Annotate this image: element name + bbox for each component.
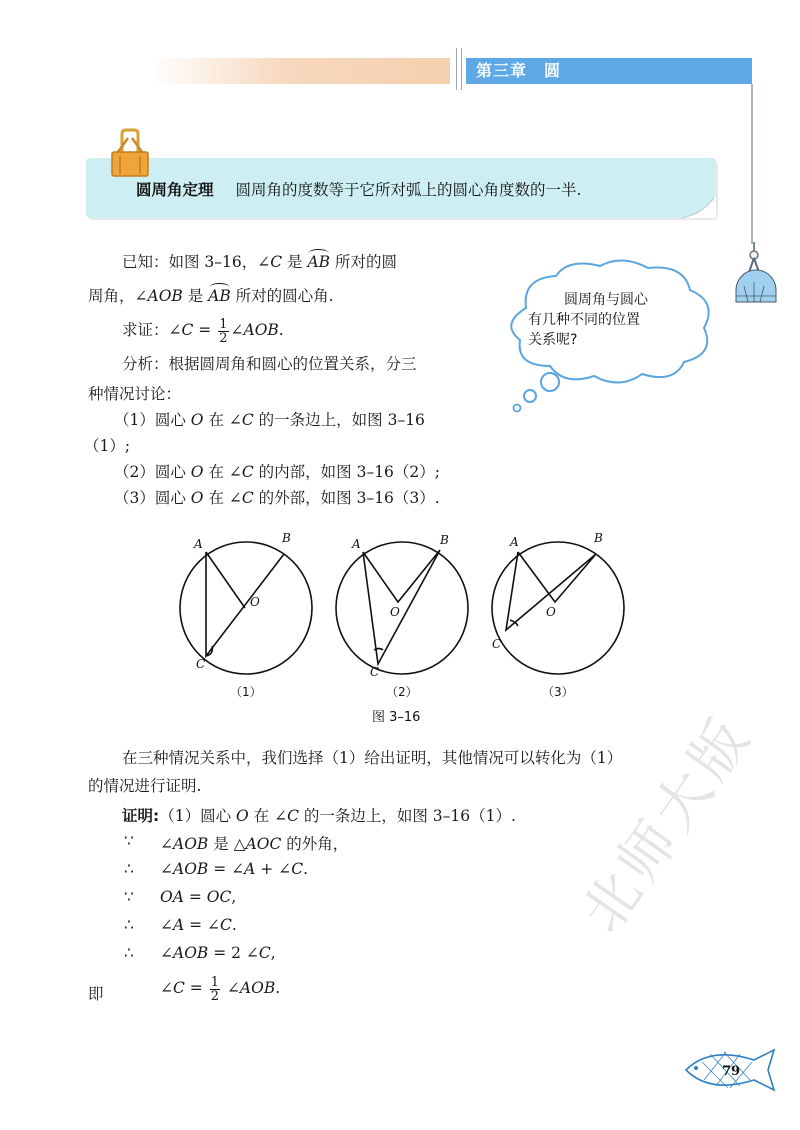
text: 在 ∠: [203, 489, 242, 507]
analysis-line-2: 种情况讨论：: [88, 385, 182, 403]
figure-3-16: [170, 526, 640, 706]
sub-caption-1: （1）: [230, 685, 262, 699]
var: C: [220, 916, 232, 934]
numerator: 1: [210, 974, 219, 990]
text: 所对的圆: [330, 253, 398, 271]
var: AOC: [245, 835, 282, 853]
text: =: [183, 888, 207, 906]
watermark: 北师大版: [569, 703, 766, 945]
circle-1: [180, 542, 312, 674]
header-divider: [461, 48, 462, 90]
var: A: [173, 916, 185, 934]
text: = 2 ∠: [208, 944, 259, 962]
var: C: [181, 321, 194, 339]
page-number: 79: [722, 1064, 741, 1079]
header-decoration: [150, 58, 450, 84]
theorem-title: 圆周角定理: [136, 181, 214, 199]
var: C: [270, 253, 283, 271]
label-c-3: C: [492, 637, 502, 651]
text: 求证：∠: [122, 321, 182, 339]
chapter-title: 第三章 圆: [466, 58, 752, 84]
var: C: [173, 979, 185, 997]
var: C: [258, 944, 271, 962]
arc-ab: AB: [208, 287, 231, 305]
var: AOB: [173, 835, 209, 853]
text: .: [278, 321, 284, 339]
var: AOB: [243, 321, 279, 339]
text: ∠: [160, 944, 173, 962]
label-c-1: C: [196, 657, 206, 671]
cloud-line: 有几种不同的位置: [528, 312, 640, 328]
cloud-text: [528, 290, 648, 350]
denominator: 2: [210, 988, 219, 1004]
because-symbol: ∵: [124, 832, 134, 850]
proof-line-2: [160, 860, 308, 878]
text: 是: [182, 287, 209, 305]
text: 周角，∠: [88, 287, 148, 305]
fraction-half: [218, 318, 228, 345]
text: 的一条边上，如图 3–16（1）.: [298, 807, 516, 825]
var: OC: [206, 888, 232, 906]
var: O: [190, 489, 204, 507]
label-a-1: A: [194, 537, 203, 551]
text: 的一条边上，如图 3–16: [253, 411, 425, 429]
proof-line-5: [160, 944, 276, 962]
because-symbol: ∵: [124, 888, 134, 906]
given-line-1: [122, 250, 397, 272]
circle-3: [492, 542, 624, 674]
proof-intro-2: 的情况进行证明.: [88, 777, 202, 795]
analysis-line-1: 分析：根据圆周角和圆心的位置关系，分三: [122, 355, 417, 373]
text: = ∠: [208, 860, 245, 878]
text: ,: [270, 944, 276, 962]
proof-line-0: [122, 804, 516, 826]
text: 在 ∠: [203, 463, 242, 481]
proof-line-6: [160, 970, 280, 1006]
label-b-2: B: [440, 533, 449, 547]
theorem-statement: [136, 178, 581, 200]
text: 是: [282, 253, 308, 271]
var: AOB: [239, 979, 276, 997]
figure-caption: 图 3–16: [372, 710, 421, 725]
proof-line-4: [160, 916, 237, 934]
text: （3）圆心: [114, 489, 191, 507]
text: 所对的圆心角.: [230, 287, 334, 305]
var: AOB: [147, 287, 183, 305]
text: =: [193, 321, 217, 339]
case-2: [114, 460, 440, 482]
text: 是 △: [208, 835, 246, 853]
proof-line-3: [160, 888, 236, 906]
circle-2-angle: [374, 649, 383, 651]
var: C: [241, 463, 254, 481]
denominator: 2: [219, 330, 228, 346]
var: C: [241, 489, 254, 507]
text: ,: [231, 888, 237, 906]
proof-line-1: [160, 832, 348, 854]
text: ∠: [160, 979, 173, 997]
text: 的外角，: [281, 835, 349, 853]
compass-icon: [728, 240, 784, 310]
text: （1）圆心: [114, 411, 191, 429]
given-line-2: [88, 284, 334, 306]
text: （2）圆心: [114, 463, 191, 481]
text: （1）圆心: [159, 807, 236, 825]
var: C: [287, 807, 299, 825]
label-c-2: C: [370, 665, 380, 679]
circle-2-lines: [363, 550, 440, 664]
cloud-line: 关系呢?: [528, 332, 578, 348]
fraction-half: [210, 976, 220, 1003]
var: O: [236, 807, 249, 825]
ji-label: 即: [88, 985, 104, 1003]
label-o-2: O: [390, 605, 400, 619]
var: AOB: [173, 944, 209, 962]
text: + ∠: [255, 860, 292, 878]
label-o-1: O: [250, 595, 260, 609]
text: 已知：如图 3–16，∠: [122, 253, 271, 271]
binder-clip-icon: [108, 128, 152, 180]
var: C: [291, 860, 304, 878]
numerator: 1: [219, 316, 228, 332]
text: 在 ∠: [203, 411, 242, 429]
text: .: [303, 860, 308, 878]
page-curl: [680, 196, 720, 220]
var: C: [241, 411, 254, 429]
margin-line: [751, 84, 753, 244]
label-o-3: O: [546, 605, 556, 619]
var: O: [190, 463, 204, 481]
sub-caption-3: （3）: [542, 685, 574, 699]
arc-ab: AB: [307, 253, 331, 271]
prove-line: [122, 312, 284, 348]
text: ∠: [160, 835, 173, 853]
text: ∠: [222, 979, 240, 997]
circle-1-lines: [206, 552, 284, 656]
case-1-cont: （1）;: [84, 437, 131, 455]
text: ∠: [160, 916, 173, 934]
proof-intro-1: 在三种情况关系中，我们选择（1）给出证明，其他情况可以转化为（1）: [122, 749, 623, 767]
circle-2: [336, 542, 468, 674]
var: AOB: [173, 860, 209, 878]
var: A: [244, 860, 256, 878]
sub-caption-2: （2）: [386, 685, 418, 699]
case-3: [114, 486, 440, 508]
text: =: [184, 979, 208, 997]
text: ∠: [230, 321, 244, 339]
theorem-body: 圆周角的度数等于它所对弧上的圆心角度数的一半.: [235, 181, 582, 199]
text: .: [275, 979, 281, 997]
therefore-symbol: ∴: [124, 944, 134, 962]
label-a-3: A: [510, 535, 519, 549]
case-1: [114, 408, 425, 430]
label-b-1: B: [282, 531, 291, 545]
text: 的外部，如图 3–16（3）.: [253, 489, 440, 507]
therefore-symbol: ∴: [124, 860, 134, 878]
label-a-2: A: [352, 537, 361, 551]
text: ∠: [160, 860, 173, 878]
header-divider: [456, 48, 457, 90]
proof-label: 证明:: [122, 807, 160, 825]
text: .: [231, 916, 237, 934]
var: O: [190, 411, 204, 429]
text: 的内部，如图 3–16（2）;: [253, 463, 441, 481]
therefore-symbol: ∴: [124, 916, 134, 934]
var: OA: [160, 888, 184, 906]
text: = ∠: [184, 916, 221, 934]
text: 在 ∠: [248, 807, 288, 825]
label-b-3: B: [594, 531, 603, 545]
cloud-line: 圆周角与圆心: [564, 292, 648, 308]
